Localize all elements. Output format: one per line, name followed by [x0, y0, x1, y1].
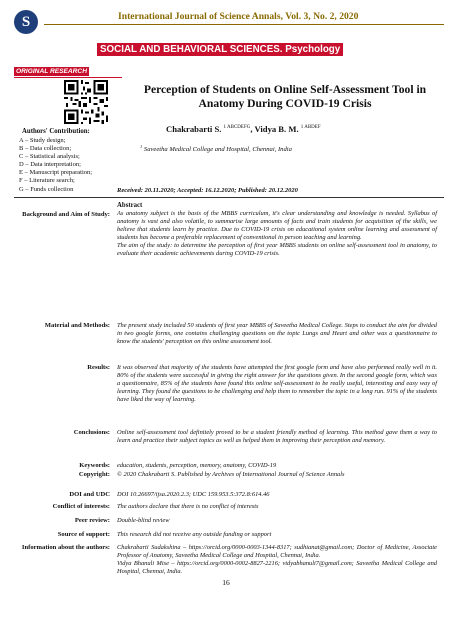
header-divider [44, 24, 444, 25]
author-list: Chakrabarti S. $^{1 ABCDEFG}$, Vidya B. M. $^{1 ABDEF}$ [166, 124, 321, 134]
badge-underline [14, 77, 122, 78]
doi-label: DOI and UDC [69, 491, 110, 498]
results-label: Results: [87, 364, 110, 371]
conflict-text: The authors declare that there is no conflict of interests [117, 503, 259, 510]
support-text: This research did not receive any outside funding or support [117, 531, 272, 538]
author-1-name: Chakrabarti S. [166, 124, 222, 134]
author-1-sup: 1 ABCDEFG [223, 125, 251, 131]
conclusions-text: Online self-assessment tool definitely proved to be a student friendly method of learning. This method gave them a way to learn and practice their subject topics as well as helped them in improving their perception and memory. [117, 429, 437, 445]
background-text [117, 210, 437, 258]
author-info-label: Information about the authors: [21, 544, 110, 551]
article-title: Perception of Students on Online Self-Assessment Tool in Anatomy During COVID-19 Crisis [143, 83, 427, 110]
aim-paragraph: The aim of the study: to determine the perception of first year MBBS students on online self-assessment tool in anatomy, to evaluate their academic achievements during COVID-19 crisis. [117, 242, 437, 258]
abstract-divider [14, 197, 444, 198]
contribution-item: D – Data interpretation; [19, 161, 81, 169]
page-number: 16 [222, 578, 230, 587]
contribution-item: G – Funds collection [19, 185, 74, 193]
contribution-item: B – Data collection; [19, 145, 72, 153]
conflict-label: Conflict of interests: [52, 503, 110, 510]
affiliation-text: Saveetha Medical College and Hospital, Chennai, India [143, 146, 292, 154]
copyright-text: © 2020 Chakrabarti S. Published by Archives of International Journal of Science Annals [117, 471, 345, 478]
abstract-heading: Abstract [117, 202, 143, 209]
contribution-list [19, 137, 92, 194]
section-label: SOCIAL AND BEHAVIORAL SCIENCES. Psychology [97, 43, 343, 56]
methods-label: Material and Methods: [44, 322, 110, 329]
conclusions-label: Conclusions: [73, 429, 110, 436]
contribution-item: F – Literature search; [19, 177, 75, 185]
author-2-name: Vidya B. M. [254, 124, 299, 134]
journal-logo [14, 10, 38, 34]
keywords-label: Keywords: [79, 462, 110, 469]
peer-review-label: Peer review: [74, 517, 110, 524]
affiliation-sup: 1 [140, 144, 143, 149]
background-paragraph: As anatomy subject is the basis of the MBBS curriculum, it's clear understanding and knowledge is needed. Syllabus of anatomy is vast and also volatile, to summarise large amounts of facts and train students for acquisition of the skills, we believe that students learn by practice. Due to COVID-19 crisis on educational system online learning and assessment of students has become a preferable replacement of conventional in person teaching and learning. [117, 210, 437, 242]
journal-title: International Journal of Science Annals, Vol. 3, No. 2, 2020 [118, 11, 359, 22]
author-2-info: Vidya Bhanuli Mise – https://orcid.org/0000-0002-8827-2216; vidyabhanuli7@gmail.com; Saveetha Medical College and Hospital, Chennai, India. [117, 560, 437, 576]
background-label: Background and Aim of Study: [22, 211, 110, 218]
publication-dates: Received: 20.11.2020; Accepted: 16.12.2020; Published: 20.12.2020 [117, 187, 298, 194]
results-text: It was observed that majority of the students have attempted the first google form and have also performed really well in it. 80% of the students were successful in giving the right answer for the questions given. In the second google form, which was a questionnaire, 85% of the students have found this online self-assessment to be really useful, interesting and easy way of learning. They found the questions to be challenging and help them to remember the topic in a long run. 91% of the students have liked the way of learning. [117, 364, 437, 404]
keywords-text: education, students, perception, memory, anatomy, COVID-19 [117, 462, 277, 469]
contribution-heading: Authors' Contribution: [22, 128, 90, 135]
affiliation [140, 144, 292, 153]
qr-code-icon [64, 80, 108, 124]
original-research-badge: ORIGINAL RESEARCH [16, 68, 87, 75]
contribution-item: E – Manuscript preparation; [19, 169, 93, 177]
author-1-info: Chakrabarti Sudakshina – https://orcid.org/0000-0003-1344-8317; sudhianat@gmail.com; Doctor of Medicine, Associate Professor of Anatomy, Saveetha Medical College and Hospital, Chennai, India. [117, 544, 437, 560]
author-info-text [117, 544, 437, 576]
author-2-sup: 1 ABDEF [300, 125, 321, 131]
logo-letter: S [21, 13, 31, 30]
support-label: Source of support: [57, 531, 110, 538]
methods-text: The present study included 50 students of first year MBBS of Saveetha Medical College. Steps to conduct the aim for divided in two google forms, one contains challenging questions on the topic Lungs and Heart and other was a questionnaire to know the students' perception on this online assessment tool. [117, 322, 437, 346]
peer-review-text: Double-blind review [117, 517, 170, 524]
contribution-item: C – Statistical analysis; [19, 153, 80, 161]
copyright-label: Copyright: [78, 471, 110, 478]
doi-text: DOI 10.26697/ijsa.2020.2.3; UDC 159.953.5:372.8:614.46 [117, 491, 270, 498]
contribution-item: A – Study design; [19, 137, 66, 144]
